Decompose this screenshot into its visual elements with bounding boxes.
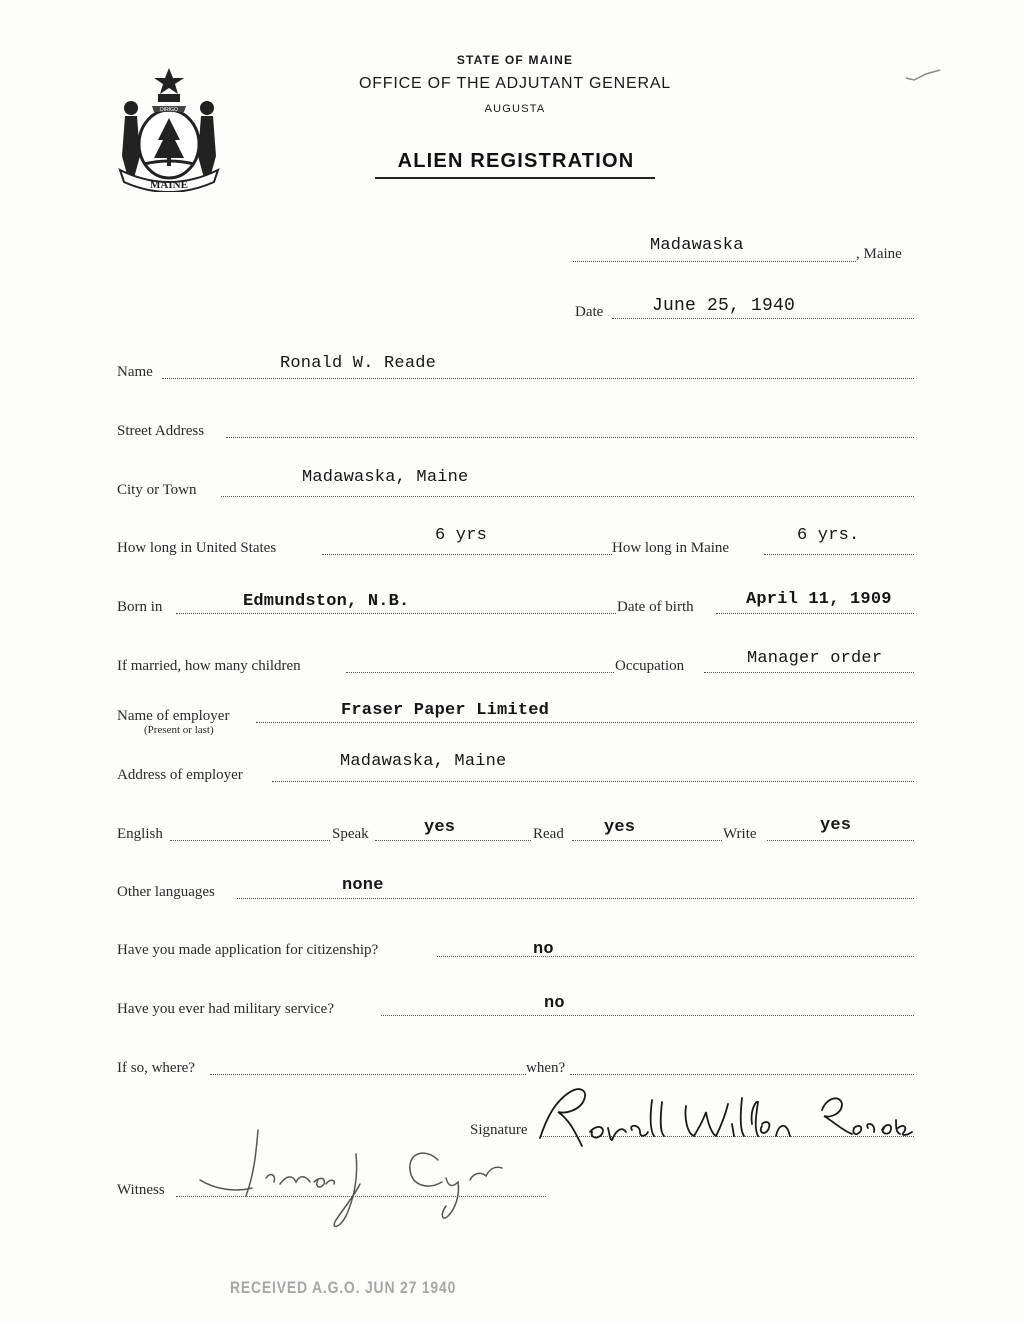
other-languages-label: Other languages [117, 884, 215, 900]
name-value: Ronald W. Reade [280, 354, 437, 373]
witness-label: Witness [117, 1182, 165, 1198]
applicant-signature [536, 1080, 920, 1160]
header-state: STATE OF MAINE [456, 53, 574, 67]
where-line [210, 1074, 526, 1075]
read-line [572, 840, 722, 841]
citizenship-value: no [533, 940, 554, 959]
witness-signature [196, 1124, 536, 1234]
children-label: If married, how many children [117, 658, 301, 674]
how-long-us-value: 6 yrs [435, 526, 488, 545]
employer-label: Name of employer [117, 708, 230, 724]
header-city: AUGUSTA [484, 103, 546, 115]
town-suffix: , Maine [856, 246, 902, 262]
signature-label: Signature [470, 1122, 528, 1138]
other-languages-line [237, 898, 914, 899]
town-value: Madawaska [650, 236, 744, 255]
when-line [570, 1074, 914, 1075]
dob-label: Date of birth [617, 599, 694, 615]
svg-text:DIRIGO: DIRIGO [160, 107, 178, 113]
occupation-label: Occupation [615, 658, 685, 674]
born-in-label: Born in [117, 599, 163, 615]
received-stamp: RECEIVED A.G.O. JUN 27 1940 [230, 1278, 457, 1297]
street-label: Street Address [117, 423, 205, 439]
city-label: City or Town [117, 482, 197, 498]
military-value: no [544, 994, 565, 1013]
employer-address-line [272, 781, 914, 782]
occupation-line [704, 672, 914, 673]
write-line [767, 840, 914, 841]
military-label: Have you ever had military service? [117, 1001, 334, 1017]
state-seal-icon [114, 66, 224, 192]
check-mark-icon [904, 68, 944, 82]
military-line [381, 1015, 914, 1016]
employer-value: Fraser Paper Limited [341, 701, 550, 720]
header-office: OFFICE OF THE ADJUTANT GENERAL [358, 75, 672, 92]
how-long-maine-label: How long in Maine [612, 540, 730, 556]
where-label: If so, where? [117, 1060, 195, 1076]
name-label: Name [117, 364, 153, 380]
date-line [612, 318, 914, 319]
street-line [226, 437, 914, 438]
svg-text:MAINE: MAINE [150, 179, 188, 191]
born-in-line [176, 613, 616, 614]
read-value: yes [604, 818, 636, 837]
employer-line [256, 722, 914, 723]
name-line [162, 378, 914, 379]
form-title: ALIEN REGISTRATION [397, 150, 635, 172]
occupation-value: Manager order [747, 649, 883, 668]
children-line [346, 672, 614, 673]
read-label: Read [533, 826, 564, 842]
english-label: English [117, 826, 163, 842]
employer-address-label: Address of employer [117, 767, 243, 783]
when-label: when? [526, 1060, 566, 1076]
how-long-maine-line [764, 554, 914, 555]
write-label: Write [723, 826, 757, 842]
other-languages-value: none [342, 876, 384, 895]
dob-line [716, 613, 914, 614]
born-in-value: Edmundston, N.B. [243, 592, 410, 611]
how-long-us-label: How long in United States [117, 540, 277, 556]
town-line [573, 261, 856, 262]
english-line [170, 840, 330, 841]
city-value: Madawaska, Maine [302, 468, 469, 487]
date-value: June 25, 1940 [652, 296, 796, 316]
how-long-maine-value: 6 yrs. [797, 526, 860, 545]
dob-value: April 11, 1909 [746, 590, 892, 609]
speak-label: Speak [332, 826, 369, 842]
write-value: yes [820, 816, 852, 835]
citizenship-label: Have you made application for citizenship? [117, 942, 379, 958]
citizenship-line [437, 956, 914, 957]
employer-sublabel: (Present or last) [144, 724, 214, 736]
employer-address-value: Madawaska, Maine [340, 752, 507, 771]
city-line [221, 496, 914, 497]
date-label: Date [575, 304, 604, 320]
speak-line [375, 840, 531, 841]
how-long-us-line [322, 554, 612, 555]
title-underline [375, 177, 655, 179]
speak-value: yes [424, 818, 456, 837]
